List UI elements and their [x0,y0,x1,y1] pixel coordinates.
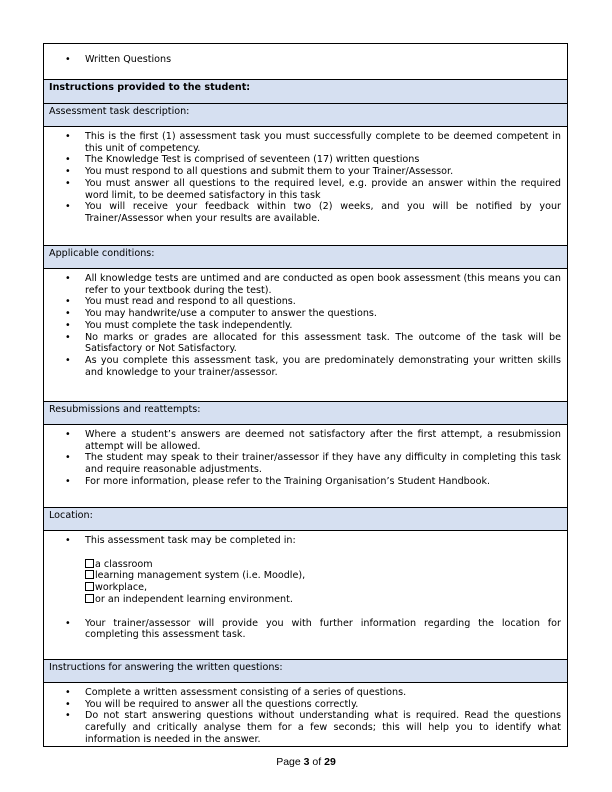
page-footer [0,756,612,768]
option-label: workplace, [95,582,148,594]
checkbox[interactable] [85,559,94,568]
conditions-header [44,246,568,269]
list-item: • For more information, please refer to the Training Organisation’s Student Handbook. [85,476,561,488]
option-workplace[interactable] [85,582,567,594]
resubmissions-cell [44,425,568,508]
current-page: 3 [303,756,310,768]
checkbox[interactable] [85,582,94,591]
total-pages: 29 [324,756,336,768]
top-list [44,44,567,66]
list-item: • All knowledge tests are untimed and are conducted as open book assessment (this means you can refer to your textbook during the test). [85,273,561,296]
checkbox[interactable] [85,594,94,603]
option-lms[interactable] [85,570,567,582]
list-item: • No marks or grades are allocated for this assessment task. The outcome of the task will be Satisfactory or Not Satisfactory. [85,332,561,355]
location-header [44,508,568,531]
list-item: • The Knowledge Test is comprised of seventeen (17) written questions [85,154,561,166]
option-independent[interactable] [85,594,567,606]
list-item: • The student may speak to their trainer/assessor if they have any difficulty in completing this task and require reasonable adjustments. [85,452,561,475]
conditions-list [44,269,567,378]
conditions-cell [44,269,568,402]
instructions-heading: Instructions provided to the student: [49,82,251,93]
list-item: • Do not start answering questions without understanding what is required. Read the questions carefully and critically analyse them for a few seconds; this will help you to identify what information is needed in the answer. [85,710,561,745]
list-item: • You must answer all questions to the required level, e.g. provide an answer within the required word limit, to be deemed satisfactory in this task [85,178,561,201]
answering-heading: Instructions for answering the written questions: [49,662,283,673]
option-label: learning management system (i.e. Moodle), [95,570,306,582]
answering-cell [44,683,568,747]
list-item: • You will receive your feedback within two (2) weeks, and you will be notified by your Trainer/Assessor when your results are available. [85,201,561,224]
answering-list [44,683,567,746]
location-intro-list [44,531,567,547]
instructions-header [44,80,568,104]
option-classroom[interactable] [85,559,567,571]
page-separator: of [312,756,322,768]
checkbox[interactable] [85,570,94,579]
task-description-header [44,104,568,127]
location-heading: Location: [49,510,93,521]
list-item: • You will be required to answer all the questions correctly. [85,699,561,711]
answering-header [44,660,568,683]
list-item: • You must complete the task independently. [85,320,561,332]
location-options [44,559,567,606]
methods-cell [44,44,568,80]
task-description-cell [44,127,568,246]
list-item: • You must read and respond to all questions. [85,296,561,308]
task-description-list [44,127,567,225]
assessment-table [43,43,568,747]
resubmissions-header [44,402,568,425]
page-label: Page [276,756,301,768]
resubmissions-list [44,425,567,488]
conditions-heading: Applicable conditions: [49,248,155,259]
list-item: • This assessment task may be completed in: [85,535,561,547]
list-item: • Written Questions [85,54,561,66]
list-item: • As you complete this assessment task, you are predominately demonstrating your written skills and knowledge to your trainer/assessor. [85,355,561,378]
list-item: • You must respond to all questions and submit them to your Trainer/Assessor. [85,166,561,178]
option-label: a classroom [95,558,153,570]
task-description-heading: Assessment task description: [49,106,190,117]
option-label: or an independent learning environment. [95,593,293,605]
list-item: • This is the first (1) assessment task you must successfully complete to be deemed competent in this unit of competency. [85,131,561,154]
list-item: • Your trainer/assessor will provide you with further information regarding the location for completing this assessment task. [85,618,561,641]
location-outro-list [44,618,567,641]
list-item: • Complete a written assessment consisting of a series of questions. [85,687,561,699]
list-item: • You may handwrite/use a computer to answer the questions. [85,308,561,320]
location-cell [44,531,568,660]
resubmissions-heading: Resubmissions and reattempts: [49,404,201,415]
list-item: • Where a student’s answers are deemed not satisfactory after the first attempt, a resubmission attempt will be allowed. [85,429,561,452]
